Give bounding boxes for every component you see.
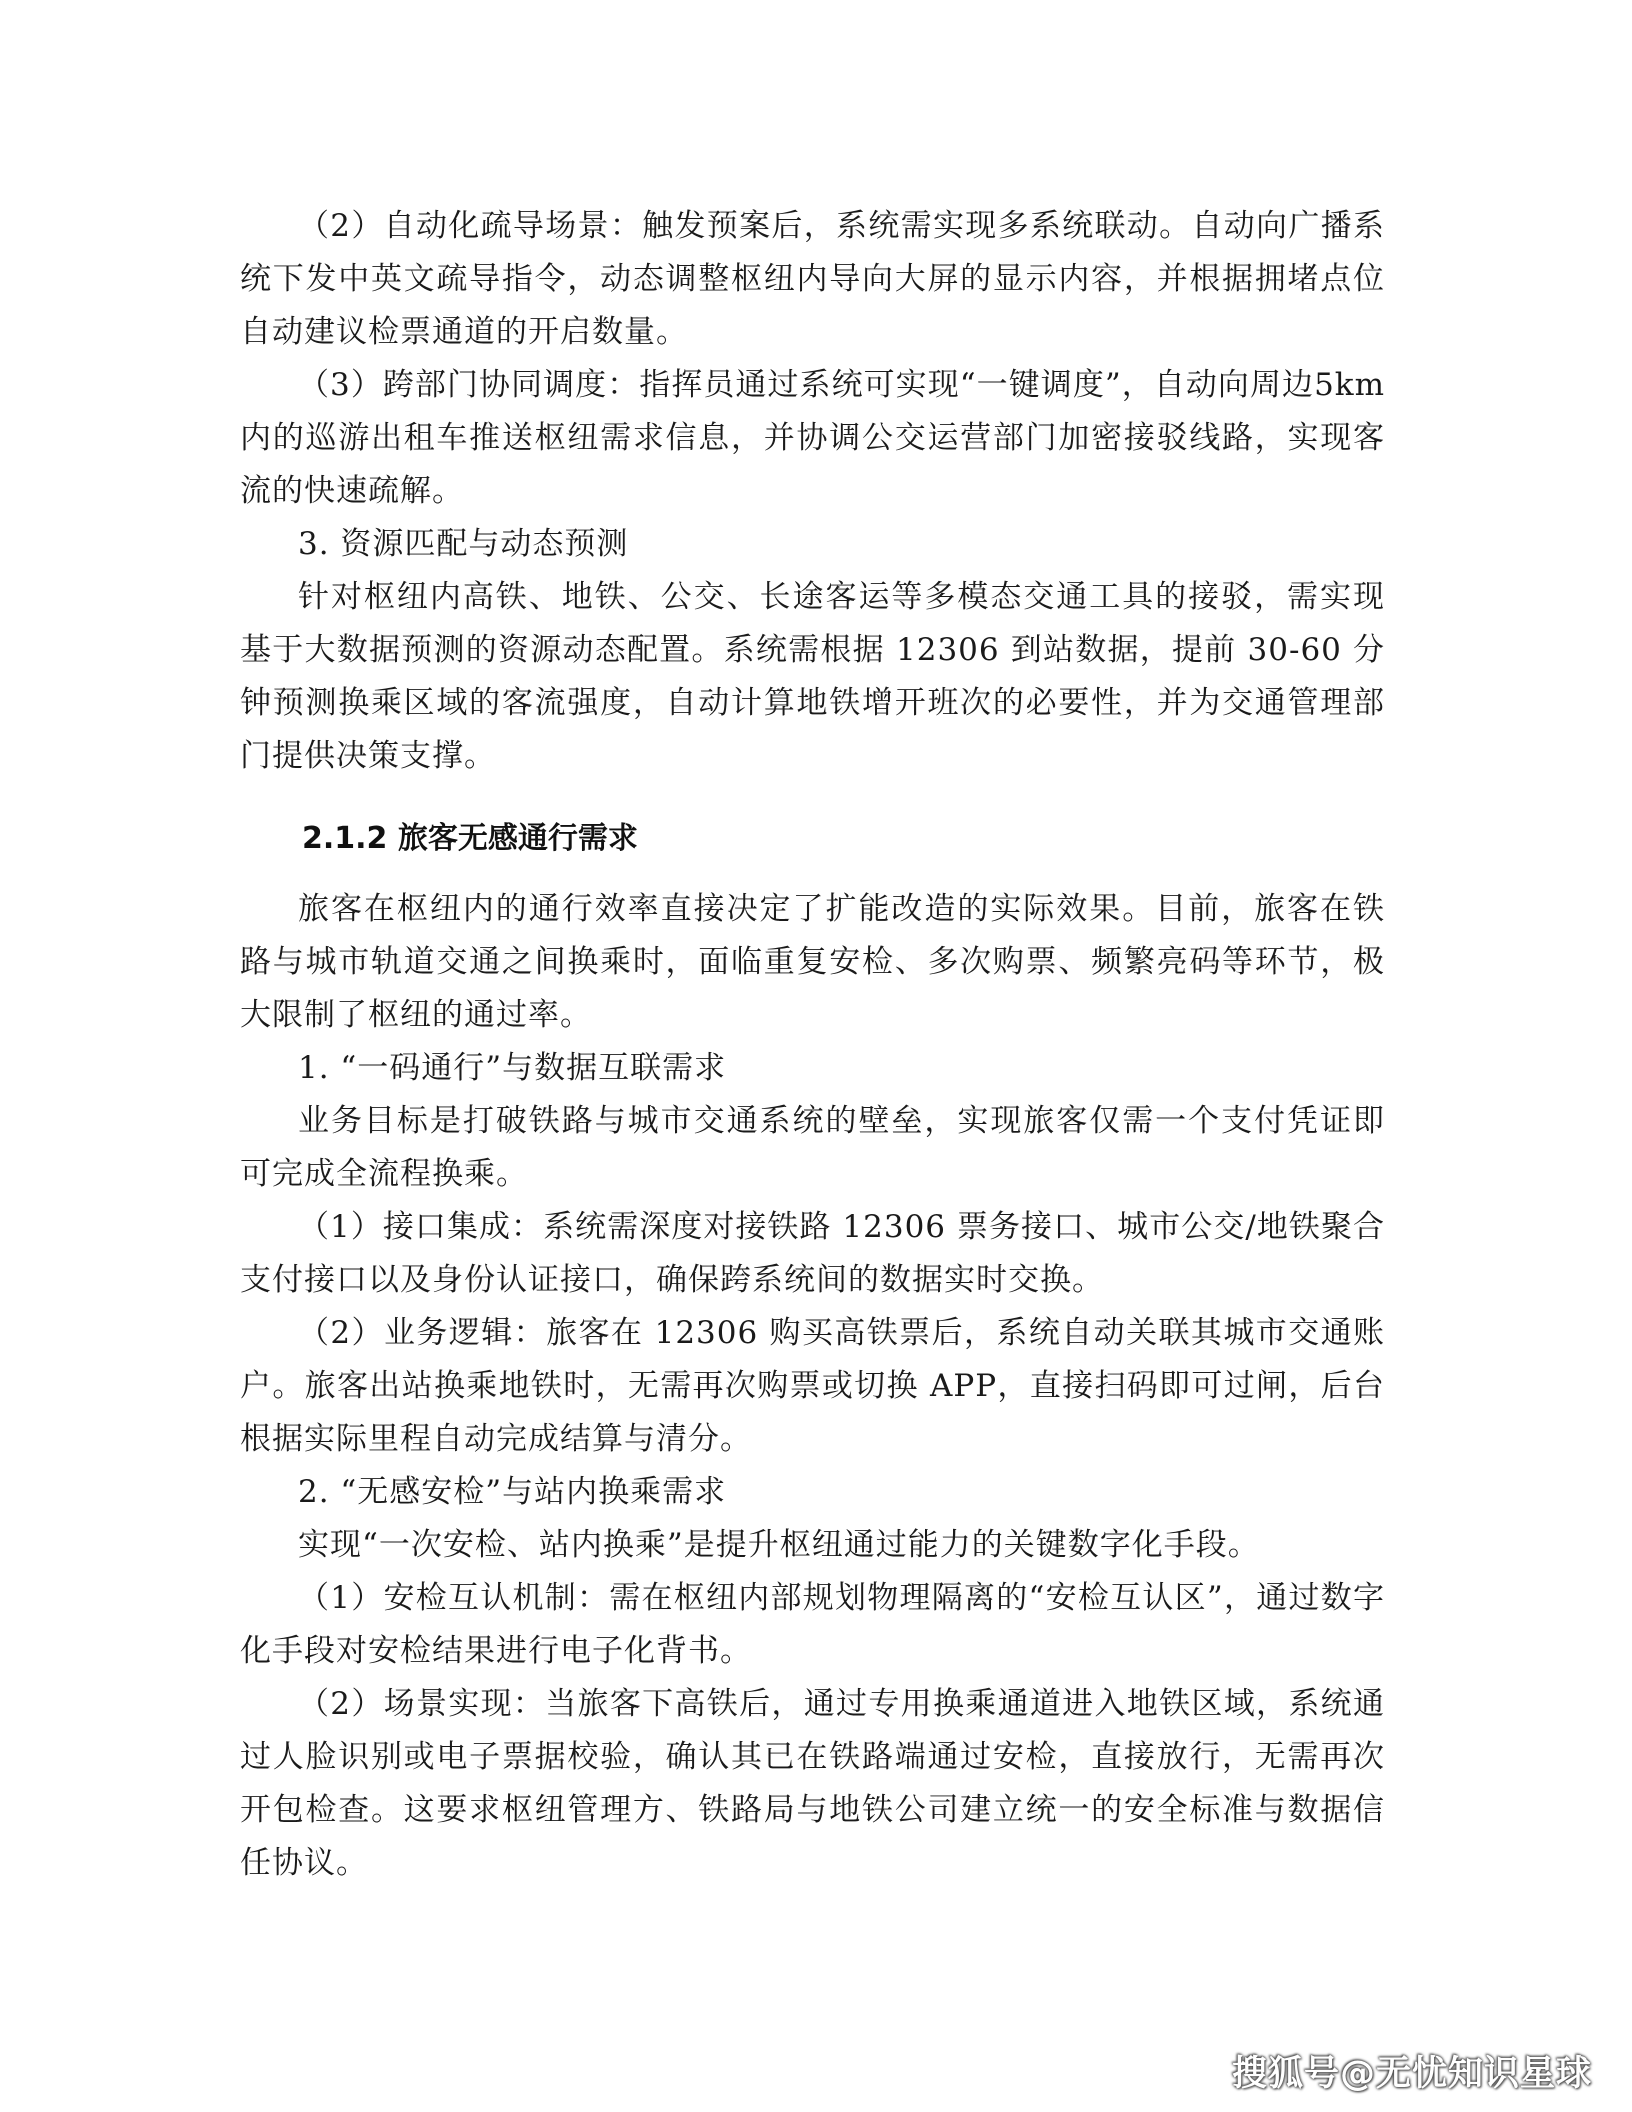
subheading-resource-matching: 3. 资源匹配与动态预测 xyxy=(298,526,629,562)
subheading-one-code-pass: 1. “一码通行”与数据互联需求 xyxy=(298,1050,727,1086)
paragraph-resource-prediction: 针对枢纽内高铁、地铁、公交、长途客运等多模态交通工具的接驳，需实现基于大数据预测的资源动态配置。系统需根据 12306 到站数据，提前 30-60 分钟预测换乘区域的客流强度，自动计算地铁增开班次的必要性，并为交通管理部门提供决策支撑。 xyxy=(240,579,1385,774)
paragraph-scenario-implementation: （2）场景实现：当旅客下高铁后，通过专用换乘通道进入地铁区域，系统通过人脸识别或电子票据校验，确认其已在铁路端通过安检，直接放行，无需再次开包检查。这要求枢纽管理方、铁路局与地铁公司建立统一的安全标准与数据信任协议。 xyxy=(240,1686,1385,1881)
section-heading: 2.1.2 旅客无感通行需求 xyxy=(302,821,638,856)
paragraph-cross-dept-dispatch: （3）跨部门协同调度：指挥员通过系统可实现“一键调度”，自动向周边5km 内的巡游出租车推送枢纽需求信息，并协调公交运营部门加密接驳线路，实现客流的快速疏解。 xyxy=(240,367,1385,509)
paragraph-business-logic: （2）业务逻辑：旅客在 12306 购买高铁票后，系统自动关联其城市交通账户。旅客出站换乘地铁时，无需再次购票或切换 APP，直接扫码即可过闸，后台根据实际里程自动完成结算与清分。 xyxy=(240,1315,1385,1457)
paragraph-mutual-recognition: （1）安检互认机制：需在枢纽内部规划物理隔离的“安检互认区”，通过数字化手段对安检结果进行电子化背书。 xyxy=(240,1580,1385,1669)
paragraph-auto-guidance: （2）自动化疏导场景：触发预案后，系统需实现多系统联动。自动向广播系统下发中英文疏导指令，动态调整枢纽内导向大屏的显示内容，并根据拥堵点位自动建议检票通道的开启数量。 xyxy=(240,208,1385,350)
watermark: 搜狐号@无忧知识星球 xyxy=(1231,2054,1592,2094)
subheading-seamless-security: 2. “无感安检”与站内换乘需求 xyxy=(298,1474,727,1510)
paragraph-interface-integration: （1）接口集成：系统需深度对接铁路 12306 票务接口、城市公交/地铁聚合支付接口以及身份认证接口，确保跨系统间的数据实时交换。 xyxy=(240,1209,1385,1298)
paragraph-passenger-efficiency: 旅客在枢纽内的通行效率直接决定了扩能改造的实际效果。目前，旅客在铁路与城市轨道交通之间换乘时，面临重复安检、多次购票、频繁亮码等环节，极大限制了枢纽的通过率。 xyxy=(240,891,1385,1033)
paragraph-one-security-check: 实现“一次安检、站内换乘”是提升枢纽通过能力的关键数字化手段。 xyxy=(298,1527,1260,1563)
paragraph-business-goal: 业务目标是打破铁路与城市交通系统的壁垒，实现旅客仅需一个支付凭证即可完成全流程换乘。 xyxy=(240,1103,1385,1192)
document-page xyxy=(240,200,1385,1890)
